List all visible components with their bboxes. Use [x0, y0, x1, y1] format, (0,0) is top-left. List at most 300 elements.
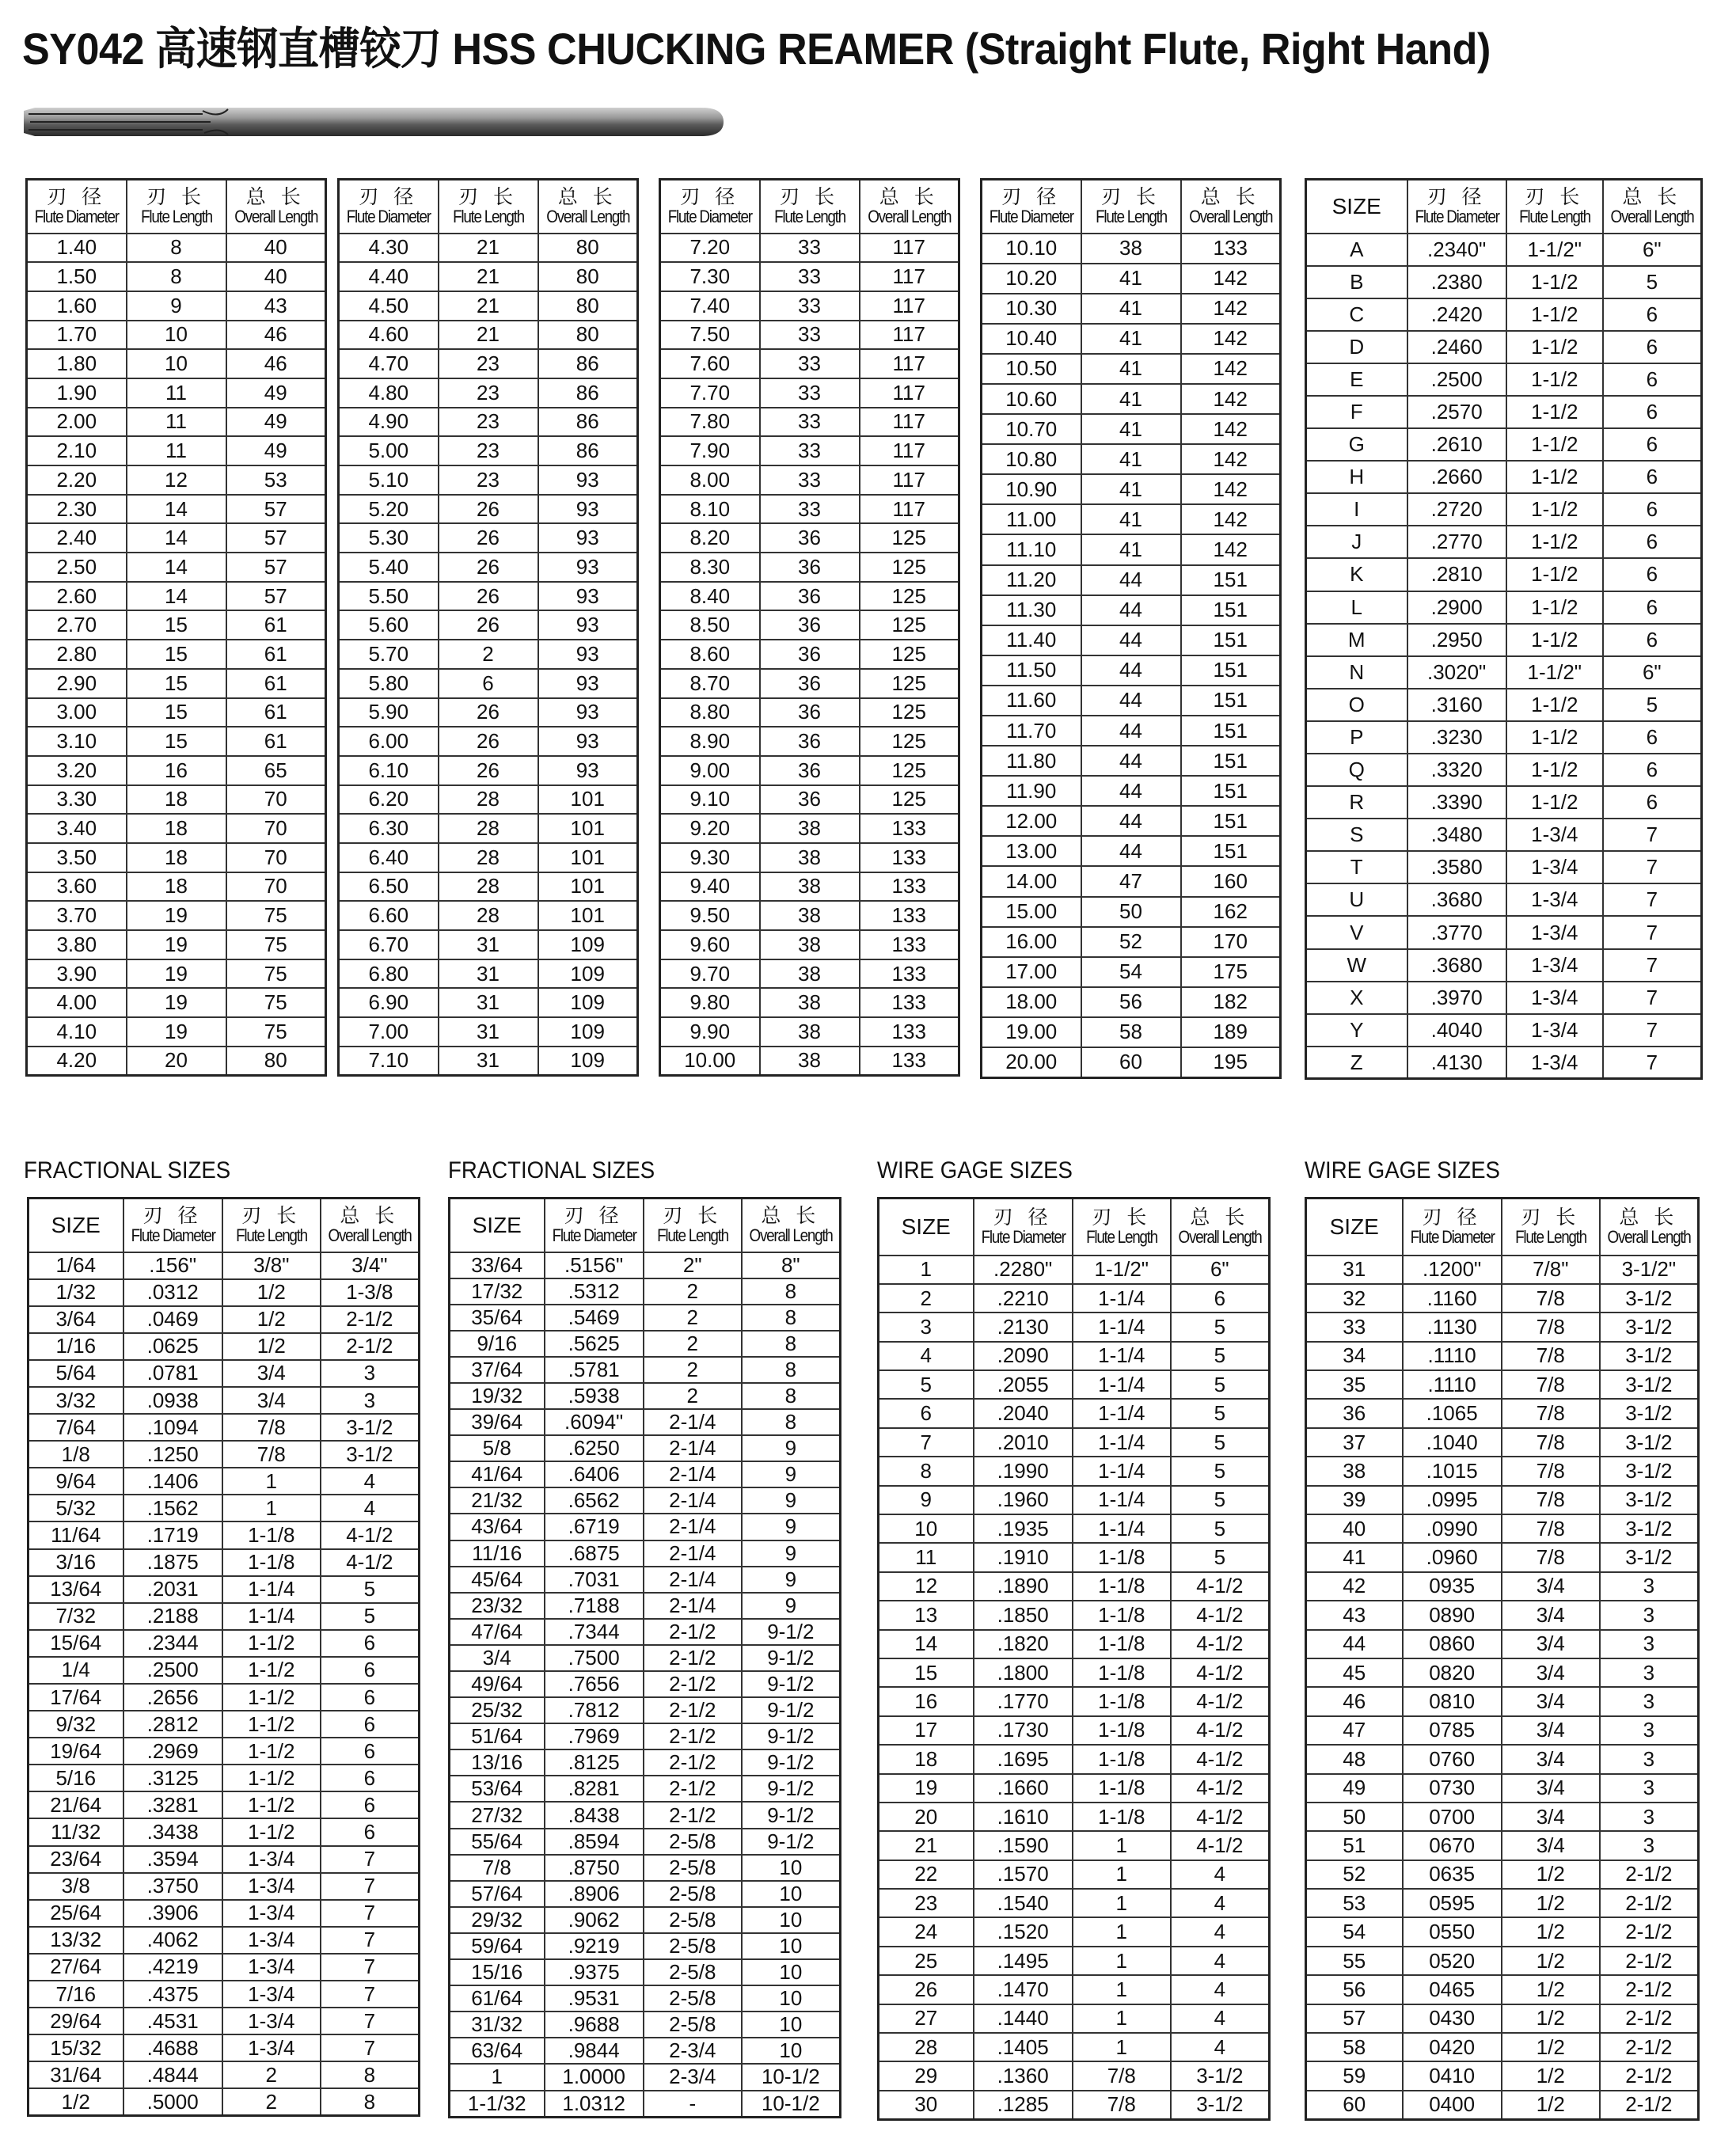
table-row	[450, 1461, 841, 1487]
table-row	[879, 1313, 1270, 1341]
table-cell: .1520	[974, 1917, 1073, 1946]
table-row	[339, 378, 638, 408]
table-cell: 70	[226, 785, 326, 815]
table-cell: 23	[439, 349, 538, 378]
table-row	[1306, 558, 1702, 591]
table-cell: 0430	[1403, 2004, 1502, 2033]
table-cell: 2-3/4	[644, 2038, 742, 2064]
table-row	[879, 1486, 1270, 1514]
table-cell: 10.00	[660, 1047, 760, 1076]
table-cell: 3-1/2	[1600, 1543, 1699, 1571]
table-cell: G	[1306, 428, 1407, 461]
table-cell: 11.70	[982, 716, 1081, 746]
table-cell: 8.70	[660, 669, 760, 698]
table-row	[1306, 1047, 1702, 1079]
table-cell: 2-1/2	[644, 1697, 742, 1723]
table-cell: 5	[1603, 266, 1702, 298]
table-row	[982, 897, 1281, 927]
table-cell: 31	[439, 959, 538, 989]
table-cell: 3.20	[27, 756, 127, 785]
table-cell: .5312	[545, 1278, 644, 1305]
table-cell: 44	[1081, 686, 1181, 716]
table-row	[1306, 1601, 1699, 1629]
table-cell: 21	[439, 291, 538, 321]
table-cell: 11.50	[982, 655, 1081, 686]
table-row	[28, 1954, 420, 1981]
letter-size-table	[1305, 178, 1703, 1080]
table-row	[879, 1803, 1270, 1831]
table-row	[339, 523, 638, 553]
table-cell: 23/32	[450, 1593, 545, 1619]
table-row	[660, 843, 959, 872]
table-row	[339, 756, 638, 785]
table-cell: 47/64	[450, 1619, 545, 1645]
table-cell: 47	[1081, 866, 1181, 896]
table-cell: 11/32	[28, 1818, 123, 1845]
table-row	[1306, 1716, 1699, 1745]
table-cell: 1	[1073, 1975, 1171, 2004]
table-row	[982, 655, 1281, 686]
table-cell: 1.50	[27, 262, 127, 291]
table-cell: 2	[644, 1278, 742, 1305]
flute-diameter-header-cn: 刃 径	[142, 1205, 203, 1228]
table-row	[28, 1279, 420, 1306]
table-cell: 1-3/4	[222, 1954, 321, 1981]
table-cell: 3	[1600, 1803, 1699, 1831]
table-cell: 30	[879, 2091, 974, 2119]
table-cell: 117	[860, 495, 959, 524]
table-cell: 41	[1081, 264, 1181, 294]
table-cell: 1-3/4	[222, 1981, 321, 2008]
table-cell: 101	[538, 843, 638, 872]
table-row	[28, 1306, 420, 1333]
overall-length-header-en: Overall Length	[867, 207, 951, 227]
table-cell: 7	[321, 2008, 420, 2034]
table-row	[27, 727, 326, 756]
table-cell: 6	[1603, 493, 1702, 526]
table-row	[27, 234, 326, 263]
flute-length-header-cn: 刃 长	[1521, 1206, 1581, 1229]
table-cell: 31	[1306, 1256, 1403, 1284]
table-cell: .2969	[123, 1738, 222, 1765]
table-cell: 109	[538, 1017, 638, 1047]
table-cell: 9.60	[660, 930, 760, 959]
table-row	[982, 595, 1281, 625]
table-cell: D	[1306, 331, 1407, 363]
table-cell: 10.60	[982, 384, 1081, 414]
table-cell: 4.60	[339, 321, 439, 350]
table-cell: 33	[760, 408, 860, 437]
table-cell: 93	[538, 523, 638, 553]
table-row	[660, 727, 959, 756]
table-cell: 6	[439, 669, 538, 698]
table-row	[1306, 1889, 1699, 1917]
table-row	[660, 495, 959, 524]
table-row	[879, 1889, 1270, 1917]
table-cell: .0625	[123, 1333, 222, 1360]
table-row	[339, 349, 638, 378]
table-cell: 39/64	[450, 1409, 545, 1435]
size-header: SIZE	[450, 1199, 545, 1252]
table-cell: 11/16	[450, 1540, 545, 1567]
table-row	[339, 262, 638, 291]
table-cell: 3/8"	[222, 1252, 321, 1279]
table-cell: 7/8	[1502, 1457, 1600, 1485]
table-cell: 18	[127, 785, 226, 815]
table-cell: .4375	[123, 1981, 222, 2008]
table-cell: 133	[860, 930, 959, 959]
table-cell: 3	[1600, 1687, 1699, 1715]
table-cell: 1	[1073, 1917, 1171, 1946]
table-cell: 9	[742, 1567, 841, 1593]
flute-diameter-header-cn: 刃 径	[680, 186, 740, 209]
table-row	[1306, 1917, 1699, 1946]
table-cell: 3/4	[1502, 1658, 1600, 1687]
table-cell: 7.60	[660, 349, 760, 378]
table-cell: 31	[439, 930, 538, 959]
table-cell: 75	[226, 988, 326, 1017]
table-cell: 7.70	[660, 378, 760, 408]
table-cell: .0995	[1403, 1486, 1502, 1514]
table-cell: 26	[879, 1975, 974, 2004]
table-cell: 175	[1181, 957, 1281, 987]
table-row	[339, 698, 638, 727]
flute-length-header-cn: 刃 长	[146, 186, 206, 209]
table-row	[1306, 2061, 1699, 2090]
table-cell: .2500	[123, 1657, 222, 1684]
table-cell: 4.90	[339, 408, 439, 437]
table-cell: 7/8	[1502, 1514, 1600, 1543]
table-cell: 1-3/4	[1506, 819, 1603, 851]
table-cell: 3/4	[1502, 1601, 1600, 1629]
table-row	[27, 349, 326, 378]
table-cell: 75	[226, 930, 326, 959]
table-cell: 38	[760, 901, 860, 930]
flute-diameter-header-cn: 刃 径	[1426, 186, 1487, 209]
table-row	[27, 1017, 326, 1047]
table-row	[879, 1543, 1270, 1571]
table-cell: 61	[226, 610, 326, 640]
table-cell: 19	[127, 1017, 226, 1047]
table-cell: 7/8	[1502, 1543, 1600, 1571]
table-cell: 1-1/2	[1506, 754, 1603, 786]
table-cell: .2660	[1407, 461, 1506, 493]
table-cell: .1160	[1403, 1284, 1502, 1313]
table-cell: 2-1/2	[1600, 2033, 1699, 2061]
table-row	[28, 1818, 420, 1845]
table-cell: 11.30	[982, 595, 1081, 625]
table-cell: 5	[1171, 1342, 1270, 1370]
table-cell: 1-1/4	[1073, 1457, 1171, 1485]
table-cell: 117	[860, 408, 959, 437]
table-cell: 3.10	[27, 727, 127, 756]
table-cell: 46	[1306, 1687, 1403, 1715]
table-cell: 1-1/4	[1073, 1342, 1171, 1370]
table-cell: 0635	[1403, 1860, 1502, 1889]
table-cell: 7/32	[28, 1603, 123, 1630]
table-cell: 61	[226, 727, 326, 756]
table-cell: 9.10	[660, 785, 760, 815]
table-row	[1306, 591, 1702, 624]
table-cell: .3160	[1407, 689, 1506, 721]
table-cell: 7/8	[1073, 2061, 1171, 2090]
table-cell: 80	[538, 321, 638, 350]
table-cell: 36	[760, 785, 860, 815]
table-cell: 43	[1306, 1601, 1403, 1629]
table-cell: 7.80	[660, 408, 760, 437]
table-cell: 10	[879, 1514, 974, 1543]
table-cell: 36	[760, 610, 860, 640]
table-cell: 10.10	[982, 234, 1081, 264]
table-cell: 3	[321, 1387, 420, 1414]
table-cell: 1	[222, 1468, 321, 1495]
section-title: WIRE GAGE SIZES	[1305, 1157, 1500, 1183]
flute-diameter-header-en: Flute Diameter	[667, 207, 752, 227]
table-cell: .1910	[974, 1543, 1073, 1571]
table-cell: .2950	[1407, 624, 1506, 656]
table-cell: 2-5/8	[644, 1985, 742, 2012]
overall-length-header-cn: 总 长	[761, 1205, 821, 1228]
table-cell: .1660	[974, 1774, 1073, 1803]
table-row	[1306, 1342, 1699, 1370]
table-cell: 25/64	[28, 1900, 123, 1927]
table-row	[339, 495, 638, 524]
table-cell: 6.10	[339, 756, 439, 785]
table-cell: 93	[538, 495, 638, 524]
table-row	[339, 234, 638, 263]
table-cell: 0760	[1403, 1745, 1502, 1773]
table-cell: 1.80	[27, 349, 127, 378]
table-cell: 18	[127, 872, 226, 902]
table-cell: 9-1/2	[742, 1802, 841, 1828]
table-cell: 41	[1081, 504, 1181, 534]
table-cell: 44	[1081, 625, 1181, 655]
table-cell: .8906	[545, 1881, 644, 1907]
table-cell: .9531	[545, 1985, 644, 2012]
table-cell: .1360	[974, 2061, 1073, 2090]
table-cell: .2188	[123, 1603, 222, 1630]
table-cell: 4-1/2	[1171, 1803, 1270, 1831]
table-cell: 101	[538, 814, 638, 843]
table-row	[28, 1576, 420, 1603]
table-cell: 1/32	[28, 1279, 123, 1306]
table-cell: 0730	[1403, 1774, 1502, 1803]
table-cell: 86	[538, 408, 638, 437]
table-cell: 1-3/4	[1506, 851, 1603, 883]
table-cell: J	[1306, 526, 1407, 558]
table-cell: 2	[644, 1357, 742, 1383]
table-cell: 2-1/4	[644, 1540, 742, 1567]
table-cell: 41	[1081, 474, 1181, 504]
table-cell: 133	[860, 1017, 959, 1047]
table-cell: 20	[127, 1047, 226, 1076]
table-cell: 1-1/2	[1506, 689, 1603, 721]
table-cell: 58	[1306, 2033, 1403, 2061]
table-row	[339, 610, 638, 640]
table-cell: 93	[538, 610, 638, 640]
table-cell: M	[1306, 624, 1407, 656]
flute-length-header	[439, 180, 538, 234]
table-row	[450, 1278, 841, 1305]
table-cell: 11.00	[982, 504, 1081, 534]
table-row	[339, 988, 638, 1017]
table-cell: .1800	[974, 1658, 1073, 1687]
table-cell: .2460	[1407, 331, 1506, 363]
table-cell: 1-3/4	[222, 2008, 321, 2034]
table-cell: 3/32	[28, 1387, 123, 1414]
table-cell: 93	[538, 465, 638, 495]
table-cell: -	[644, 2091, 742, 2118]
table-cell: 1	[1073, 2004, 1171, 2033]
table-cell: .3230	[1407, 721, 1506, 754]
table-cell: 50	[1081, 897, 1181, 927]
flute-length-header-en: Flute Length	[1095, 207, 1167, 227]
table-cell: .3125	[123, 1765, 222, 1791]
table-cell: 15	[127, 698, 226, 727]
table-cell: 28	[439, 872, 538, 902]
table-row	[27, 843, 326, 872]
table-cell: 133	[860, 901, 959, 930]
table-cell: 26	[439, 523, 538, 553]
table-cell: 1-1/4	[1073, 1486, 1171, 1514]
table-cell: 1/2	[1502, 2033, 1600, 2061]
table-cell: 3-1/2	[1600, 1313, 1699, 1341]
table-cell: 44	[1081, 716, 1181, 746]
table-cell: 49	[1306, 1774, 1403, 1803]
table-cell: 5	[1171, 1313, 1270, 1341]
table-cell: T	[1306, 851, 1407, 883]
table-row	[339, 640, 638, 669]
table-cell: 21	[439, 234, 538, 263]
table-cell: 2.60	[27, 582, 127, 611]
table-cell: 7	[879, 1428, 974, 1457]
table-cell: 25/32	[450, 1697, 545, 1723]
table-cell: 2-1/4	[644, 1567, 742, 1593]
table-cell: 117	[860, 349, 959, 378]
overall-length-header-cn: 总 长	[340, 1205, 400, 1228]
table-cell: .2810	[1407, 558, 1506, 591]
table-cell: .6719	[545, 1514, 644, 1540]
table-cell: 125	[860, 698, 959, 727]
table-cell: 3.60	[27, 872, 127, 902]
table-row	[879, 1572, 1270, 1601]
overall-length-header-cn: 总 长	[1190, 1206, 1250, 1229]
table-row	[450, 1907, 841, 1933]
table-row	[879, 1256, 1270, 1284]
table-cell: .1935	[974, 1514, 1073, 1543]
table-cell: 10	[742, 2038, 841, 2064]
table-cell: 49	[226, 378, 326, 408]
table-cell: 151	[1181, 625, 1281, 655]
overall-length-header	[860, 180, 959, 234]
table-row	[982, 866, 1281, 896]
table-cell: 70	[226, 872, 326, 902]
table-cell: .2040	[974, 1399, 1073, 1427]
flute-diameter-header	[27, 180, 127, 234]
table-cell: 9	[742, 1514, 841, 1540]
table-row	[1306, 1256, 1699, 1284]
table-cell: 1/8	[28, 1441, 123, 1468]
table-cell: 0810	[1403, 1687, 1502, 1715]
fractional-table-2	[448, 1197, 841, 2118]
table-cell: 1-3/4	[1506, 916, 1603, 948]
table-cell: 38	[760, 843, 860, 872]
table-cell: 6"	[1603, 656, 1702, 689]
flute-length-header	[222, 1199, 321, 1252]
table-cell: 3.70	[27, 901, 127, 930]
table-cell: S	[1306, 819, 1407, 851]
table-row	[28, 2061, 420, 2088]
table-cell: 3/4	[222, 1387, 321, 1414]
table-cell: 1-1/8	[1073, 1774, 1171, 1803]
table-row	[1306, 1947, 1699, 1975]
table-cell: 1-1/2	[222, 1738, 321, 1765]
table-row	[879, 1514, 1270, 1543]
table-cell: .1470	[974, 1975, 1073, 2004]
table-cell: 38	[760, 814, 860, 843]
table-cell: 10.30	[982, 294, 1081, 324]
table-cell: 3	[1600, 1716, 1699, 1745]
table-cell: .4062	[123, 1927, 222, 1954]
metric-table-1	[25, 178, 327, 1077]
table-cell: 8.00	[660, 465, 760, 495]
table-cell: 21/64	[28, 1791, 123, 1818]
table-cell: .1040	[1403, 1428, 1502, 1457]
table-row	[450, 2064, 841, 2090]
table-row	[660, 814, 959, 843]
table-row	[27, 785, 326, 815]
table-cell: .2610	[1407, 428, 1506, 461]
table-cell: 14	[127, 523, 226, 553]
table-cell: 1-1/4	[1073, 1370, 1171, 1399]
table-cell: .1730	[974, 1716, 1073, 1745]
table-cell: 2	[439, 640, 538, 669]
table-row	[450, 1645, 841, 1671]
table-cell: 7.40	[660, 291, 760, 321]
table-cell: 4-1/2	[321, 1549, 420, 1576]
flute-length-header-en: Flute Length	[1085, 1227, 1157, 1248]
table-cell: 53	[1306, 1889, 1403, 1917]
table-cell: 34	[1306, 1342, 1403, 1370]
table-cell: 7	[321, 1954, 420, 1981]
table-cell: 1-1/2	[1506, 558, 1603, 591]
table-row	[450, 1749, 841, 1776]
table-row	[879, 1917, 1270, 1946]
table-cell: 41/64	[450, 1461, 545, 1487]
table-cell: 15/64	[28, 1630, 123, 1657]
table-cell: 11.10	[982, 534, 1081, 564]
table-cell: 10.80	[982, 444, 1081, 474]
table-cell: 10.70	[982, 414, 1081, 444]
table-row	[1306, 1457, 1699, 1485]
table-cell: 5	[879, 1370, 974, 1399]
table-cell: .2656	[123, 1684, 222, 1711]
table-row	[28, 2008, 420, 2034]
table-cell: 2-1/2	[321, 1333, 420, 1360]
table-row	[27, 959, 326, 989]
table-cell: U	[1306, 883, 1407, 916]
table-row	[28, 1873, 420, 1900]
table-cell: B	[1306, 266, 1407, 298]
table-row	[982, 414, 1281, 444]
table-row	[450, 1305, 841, 1331]
table-cell: 14	[127, 582, 226, 611]
table-cell: 4	[1171, 1947, 1270, 1975]
table-cell: 31	[439, 1047, 538, 1076]
table-cell: C	[1306, 298, 1407, 331]
table-row	[450, 1514, 841, 1540]
table-cell: 2-5/8	[644, 1829, 742, 1855]
